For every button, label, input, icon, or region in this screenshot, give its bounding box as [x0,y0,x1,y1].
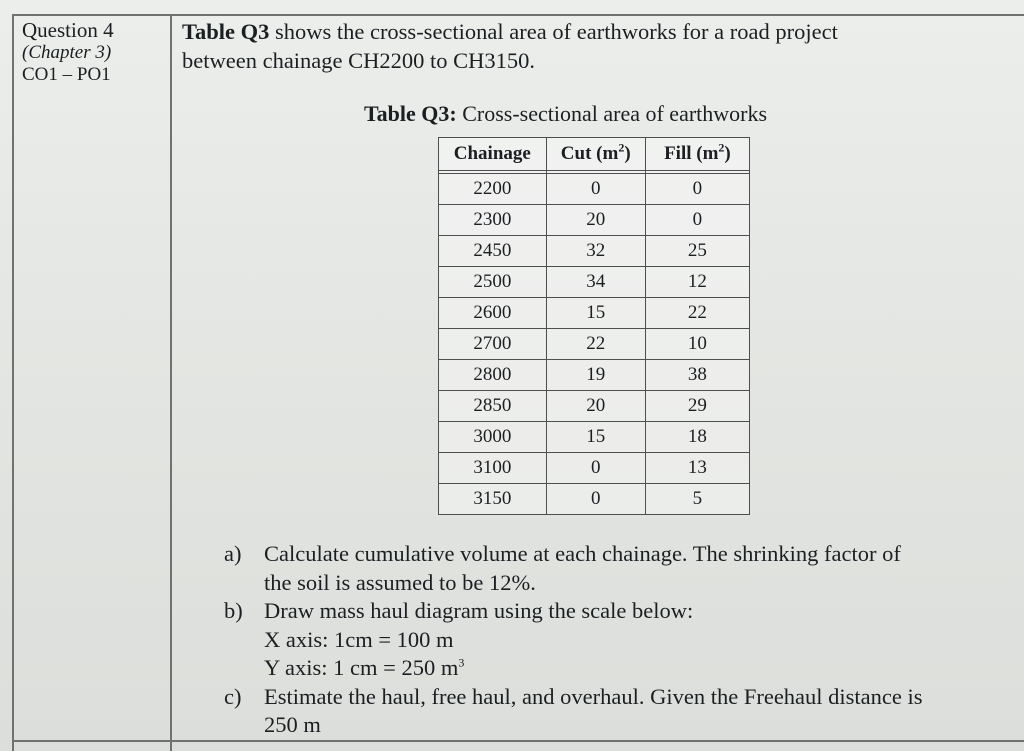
intro-line-1-rest: shows the cross-sectional area of earthworks for a road project [269,19,838,44]
cell-chainage: 2450 [439,236,547,267]
part-a [224,540,1004,597]
cell-cut: 0 [546,484,645,515]
part-b-line-1: Draw mass haul diagram using the scale below: [264,598,694,623]
cell-chainage: 3000 [439,422,547,453]
part-c-letter: c) [224,683,242,709]
table-row [439,360,750,391]
cell-cut: 32 [546,236,645,267]
cell-fill: 18 [645,422,749,453]
cell-fill: 10 [645,329,749,360]
cell-chainage: 2300 [439,205,547,236]
question-parts [224,540,1004,740]
part-b [224,597,1004,683]
frame-column-divider [170,14,172,751]
table-row [439,236,750,267]
table-row [439,174,750,205]
question-intro [182,17,1002,75]
cell-chainage: 2500 [439,267,547,298]
cell-fill: 0 [645,205,749,236]
part-a-line-2: the soil is assumed to be 12%. [264,569,536,595]
intro-line-1 [182,17,1002,46]
table-caption-text: Cross-sectional area of earthworks [456,101,768,126]
table-row [439,329,750,360]
cell-fill: 25 [645,236,749,267]
part-b-line-2: X axis: 1cm = 100 m [264,626,454,652]
cell-fill: 29 [645,391,749,422]
table-header-row [439,138,750,171]
header-chainage: Chainage [439,138,547,171]
question-number: Question 4 [22,18,114,42]
header-cut: Cut $(m^2)$ [546,138,645,171]
part-b-letter: b) [224,598,243,623]
cell-cut: 15 [546,422,645,453]
part-a-line-1: Calculate cumulative volume at each chainage. The shrinking factor of [264,541,901,566]
cell-chainage: 3150 [439,484,547,515]
cell-cut: 0 [546,453,645,484]
earthworks-table [438,137,750,515]
cell-cut: 15 [546,298,645,329]
table-row [439,484,750,515]
cell-chainage: 2200 [439,174,547,205]
frame-left-border [12,14,14,751]
cell-fill: 0 [645,174,749,205]
part-b-superscript: 3 [458,655,465,670]
question-info [22,18,168,86]
cell-chainage: 2700 [439,329,547,360]
cell-fill: 13 [645,453,749,484]
header-fill: Fill $(m^2)$ [645,138,749,171]
frame-bottom-border [12,740,1024,742]
part-c [224,683,1004,740]
cell-chainage: 3100 [439,453,547,484]
part-c-line-2: 250 m [264,712,321,737]
part-a-letter: a) [224,541,242,566]
table-row [439,267,750,298]
table-row [439,205,750,236]
question-co-po: CO1 – PO1 [22,64,111,85]
part-b-line-3: Y axis: 1 cm = 250 $m^3$ [264,655,465,680]
frame-top-border [12,14,1024,16]
part-c-line-1: Estimate the haul, free haul, and overhaul. Given the Freehaul distance is [264,683,923,709]
cell-cut: 34 [546,267,645,298]
cell-cut: 20 [546,205,645,236]
table-caption-label: Table Q3: [364,101,457,126]
cell-fill: 38 [645,360,749,391]
table-body [439,171,750,515]
cell-fill: 12 [645,267,749,298]
cell-chainage: 2850 [439,391,547,422]
cell-cut: 0 [546,174,645,205]
question-chapter: (Chapter 3) [22,42,112,63]
table-row [439,422,750,453]
cell-cut: 22 [546,329,645,360]
cell-fill: 5 [645,484,749,515]
cell-chainage: 2800 [439,360,547,391]
cell-fill: 22 [645,298,749,329]
table-row [439,453,750,484]
table-row [439,391,750,422]
intro-table-ref: Table Q3 [182,19,270,44]
cell-cut: 19 [546,360,645,391]
table-row [439,298,750,329]
cell-cut: 20 [546,391,645,422]
cell-chainage: 2600 [439,298,547,329]
table-caption [364,100,864,128]
intro-line-2: between chainage CH2200 to CH3150. [182,48,536,73]
